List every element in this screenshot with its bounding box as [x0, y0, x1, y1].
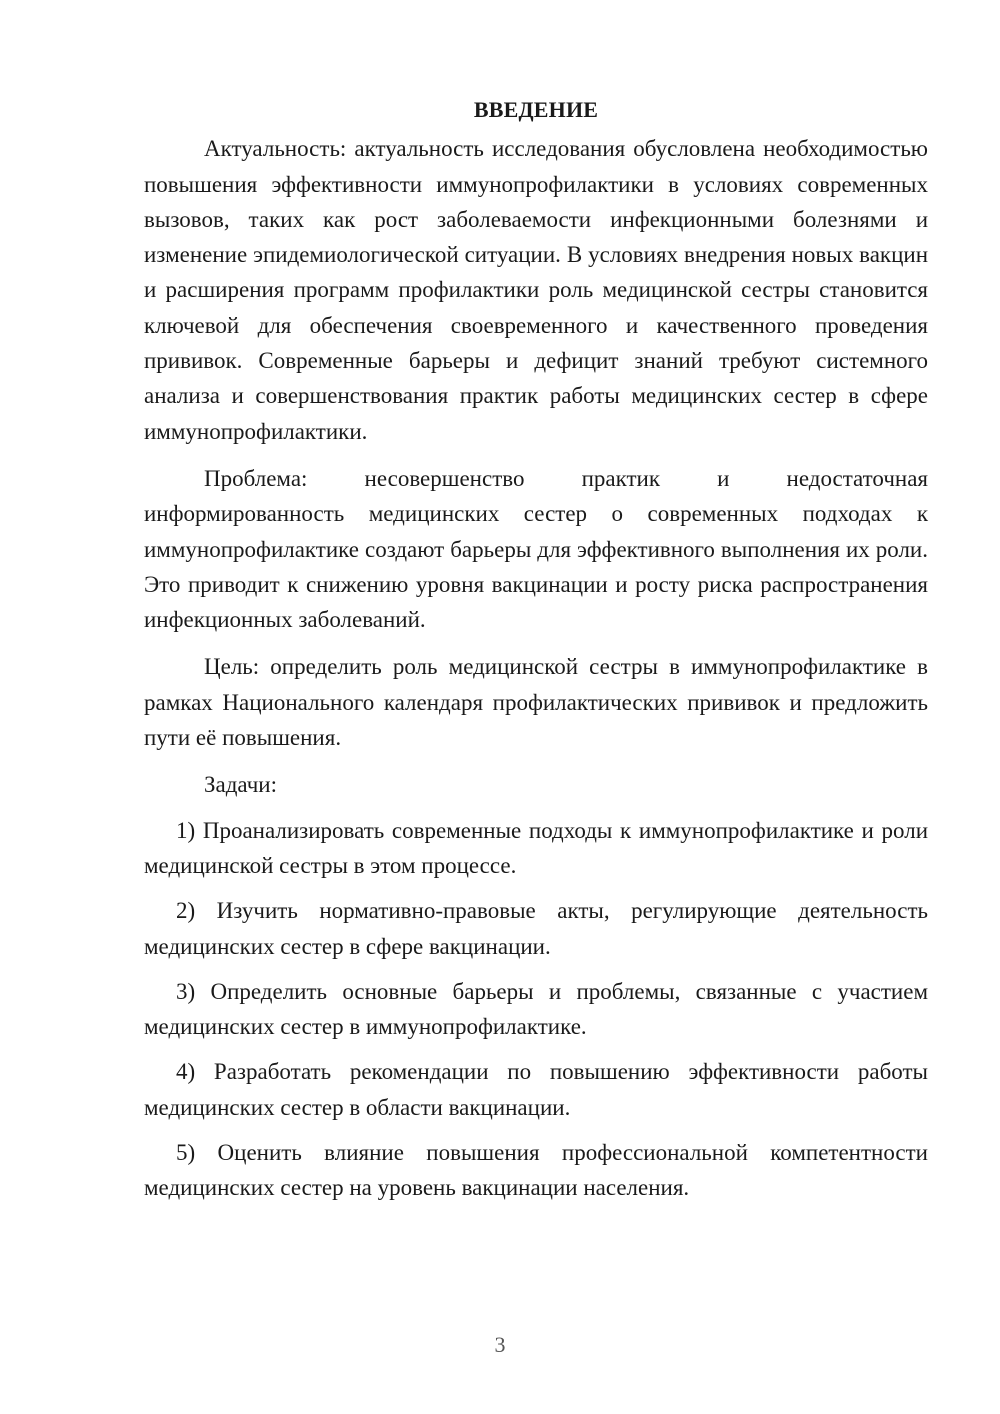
tasks-label: Задачи:: [204, 772, 277, 798]
task-item: 5) Оценить влияние повышения профессиональной компетентности медицинских сестер на уровень вакцинации населения.: [144, 1140, 928, 1201]
page-number: 3: [494, 1332, 506, 1357]
paragraph-relevance: Актуальность: актуальность исследования обусловлена необходимостью повышения эффективности иммунопрофилактики в условиях современных вызовов, таких как рост заболеваемости инфекционными болезнями и изменение эпидемиологической ситуации. В условиях внедрения новых вакцин и расширения программ профилактики роль медицинской сестры становится ключевой для обеспечения своевременного и качественного проведения прививок. Современные барьеры и дефицит знаний требуют системного анализа и совершенствования практик работы медицинских сестер в сфере иммунопрофилактики.: [144, 136, 928, 444]
paragraph-problem: Проблема: несовершенство практик и недостаточная информированность медицинских сестер о современных подходах к иммунопрофилактике создают барьеры для эффективного выполнения их роли. Это приводит к снижению уровня вакцинации и росту риска распространения инфекционных заболеваний.: [144, 465, 928, 633]
task-item: 1) Проанализировать современные подходы к иммунопрофилактике и роли медицинской сестры в этом процессе.: [144, 817, 928, 878]
task-item: 4) Разработать рекомендации по повышению эффективности работы медицинских сестер в области вакцинации.: [144, 1059, 928, 1120]
page-content: [144, 92, 928, 1216]
task-item: 2) Изучить нормативно-правовые акты, регулирующие деятельность медицинских сестер в сфере вакцинации.: [144, 898, 928, 959]
task-item: 3) Определить основные барьеры и проблемы, связанные с участием медицинских сестер в иммунопрофилактике.: [144, 978, 928, 1040]
section-title: ВВЕДЕНИЕ: [473, 97, 599, 122]
paragraph-goal: Цель: определить роль медицинской сестры в иммунопрофилактике в рамках Национального календаря профилактических прививок и предложить пути её повышения.: [144, 654, 928, 751]
